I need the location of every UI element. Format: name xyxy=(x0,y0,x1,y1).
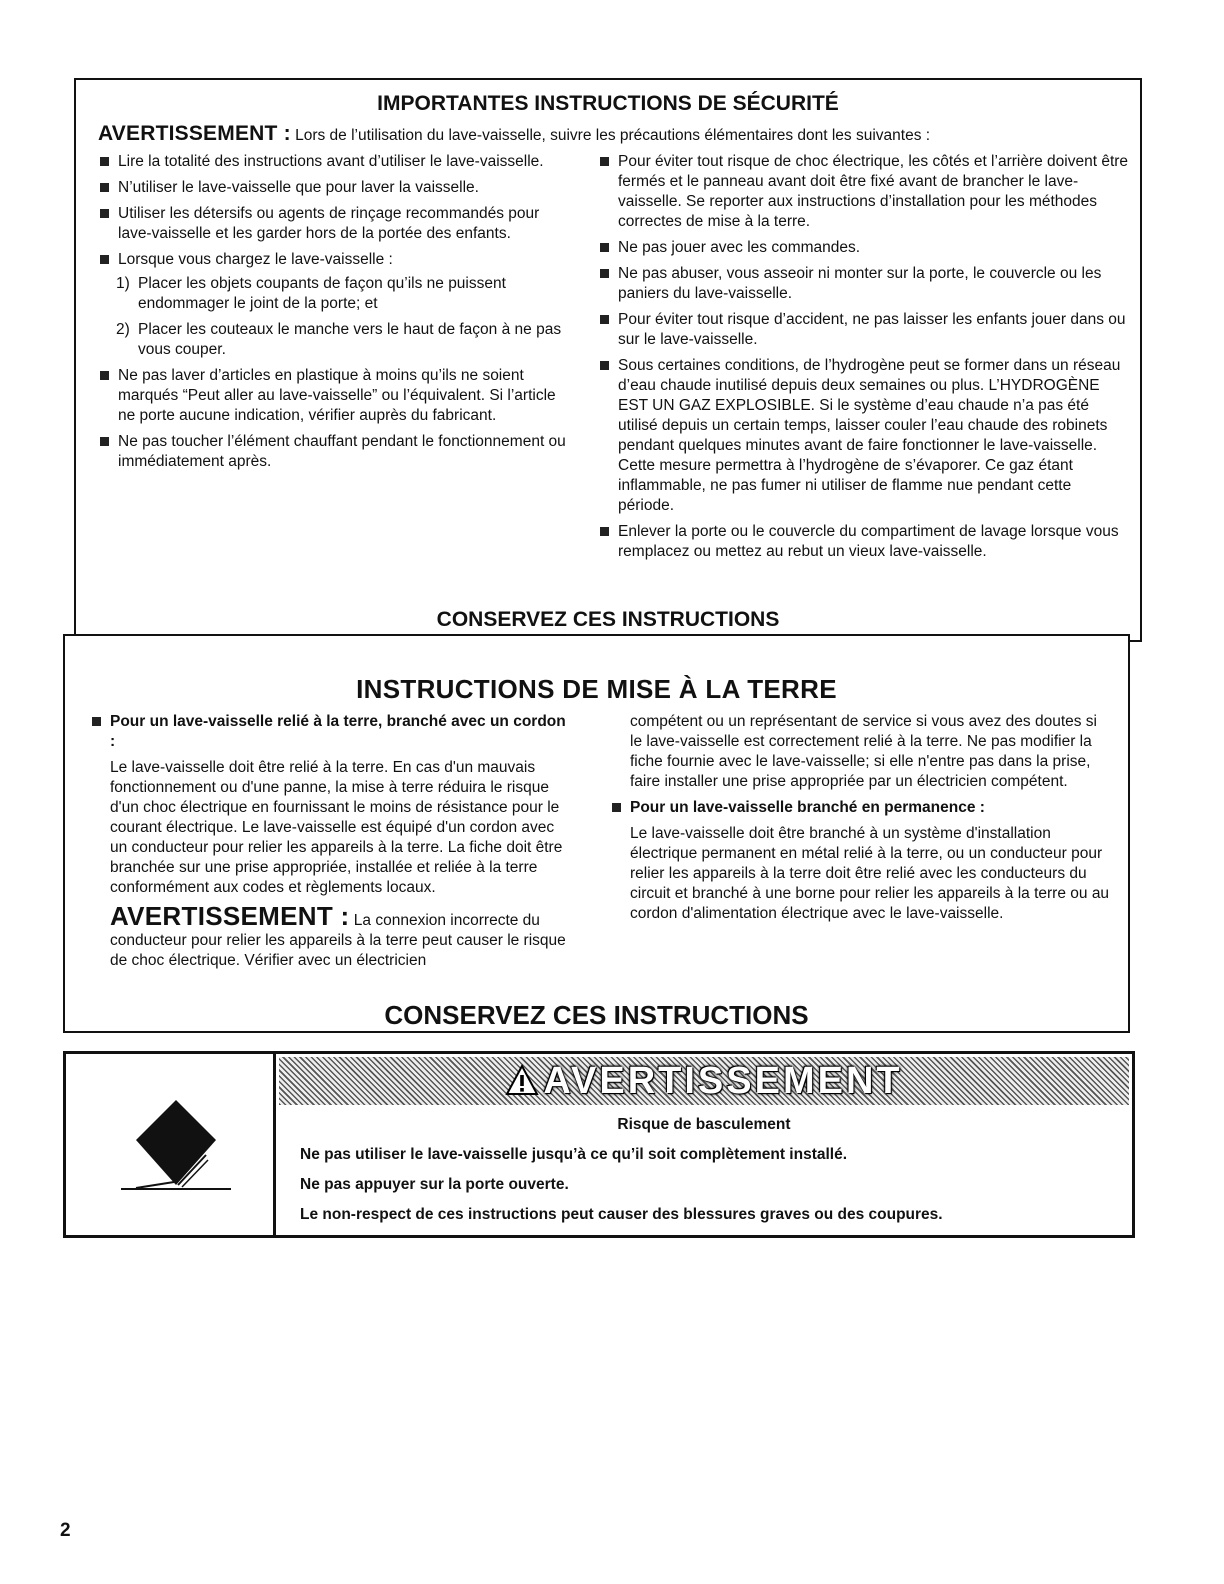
warning-line: Ne pas appuyer sur la porte ouverte. xyxy=(300,1176,569,1193)
safety-intro-text: Lors de l’utilisation du lave-vaisselle, suivre les précautions élémentaires dont les suivantes : xyxy=(290,127,931,144)
bullet-icon xyxy=(100,157,109,166)
bullet-icon xyxy=(600,243,609,252)
grounding-left-column xyxy=(90,712,570,971)
bullet-icon xyxy=(100,437,109,446)
safety-intro-label: AVERTISSEMENT : xyxy=(98,122,291,145)
list-item: Pour éviter tout risque de choc électrique, les côtés et l’arrière doivent être fermés et le panneau avant doit être fixé avant de brancher le lave-vaisselle. Se reporter aux instructions d’installation pour les méthodes correctes de mise à la terre. xyxy=(598,152,1130,232)
grounding-footer: CONSERVEZ CES INSTRUCTIONS xyxy=(384,1000,809,1030)
sub-list-item: 1) Placer les objets coupants de façon qu’ils ne puissent endommager le joint de la porte; et xyxy=(116,275,506,312)
bullet-icon xyxy=(92,717,101,726)
bullet-icon xyxy=(100,255,109,264)
list-item: Ne pas toucher l’élément chauffant pendant le fonctionnement ou immédiatement après. xyxy=(98,432,568,472)
grounding-right-column xyxy=(610,712,1110,924)
safety-left-column xyxy=(98,152,568,478)
list-item: Lire la totalité des instructions avant d’utiliser le lave-vaisselle. xyxy=(98,152,568,172)
safety-instructions-box xyxy=(74,78,1142,642)
bullet-icon xyxy=(600,157,609,166)
safety-title: IMPORTANTES INSTRUCTIONS DE SÉCURITÉ xyxy=(377,92,839,115)
bullet-icon xyxy=(100,371,109,380)
list-item: N’utiliser le lave-vaisselle que pour laver la vaisselle. xyxy=(98,178,568,198)
loading-sub-list xyxy=(116,274,568,360)
bullet-icon xyxy=(100,183,109,192)
grounding-warning-label: AVERTISSEMENT : xyxy=(110,901,350,931)
grounding-title: INSTRUCTIONS DE MISE À LA TERRE xyxy=(356,674,837,704)
bullet-icon xyxy=(600,269,609,278)
pictogram-cell xyxy=(66,1054,276,1235)
list-item: Ne pas abuser, vous asseoir ni monter sur la porte, le couvercle ou les paniers du lave-vaisselle. xyxy=(598,264,1130,304)
corded-heading: Pour un lave-vaisselle relié à la terre, branché avec un cordon : xyxy=(110,713,566,750)
warning-lines xyxy=(300,1146,1122,1236)
permanent-heading: Pour un lave-vaisselle branché en permanence : xyxy=(630,799,985,816)
page-number: 2 xyxy=(60,1520,71,1541)
safety-footer: CONSERVEZ CES INSTRUCTIONS xyxy=(436,608,780,631)
safety-right-column xyxy=(598,152,1130,568)
bullet-icon xyxy=(600,315,609,324)
corded-text: Le lave-vaisselle doit être relié à la terre. En cas d'un mauvais fonctionnement ou d'une panne, la mise à terre réduira le risque d'un choc électrique en fournissant le moins de résistance pour le courant électrique. Le lave-vaisselle est équipé d'un cordon avec un conducteur pour relier les appareils à la terre. La fiche doit être branchée sur une prise appropriée, installée et reliée à la terre conformément aux codes et règlements locaux. xyxy=(110,759,563,896)
tip-over-warning-box xyxy=(63,1051,1135,1238)
bullet-icon xyxy=(600,527,609,536)
safety-intro xyxy=(98,122,930,146)
warning-content xyxy=(276,1054,1132,1235)
list-item: Ne pas jouer avec les commandes. xyxy=(598,238,1130,258)
warning-banner xyxy=(279,1057,1129,1105)
continued-text: compétent ou un représentant de service si vous avez des doutes si le lave-vaisselle est correctement relié à la terre. Ne pas modifier la fiche fournie avec le lave-vaisselle; si elle n'entre pas dans la prise, faire installer une prise appropriée par un électricien compétent. xyxy=(630,713,1097,790)
permanent-text: Le lave-vaisselle doit être branché à un système d'installation électrique permanent en métal relié à la terre, ou un conducteur pour relier les appareils à la terre doit être relié avec les conducteurs du circuit et branché à une borne pour relier les appareils à la terre ou au cordon d'alimentation électrique avec le lave-vaisselle. xyxy=(630,825,1110,922)
warning-triangle-icon xyxy=(505,1064,539,1096)
list-item xyxy=(90,712,570,752)
bullet-icon xyxy=(100,209,109,218)
list-item: Lorsque vous chargez le lave-vaisselle : 1) Placer les objets coupants de façon qu’ils ne puissent endommager le joint de la porte; et 2) Placer les couteaux le manche vers le haut de façon à ne pas vous couper. xyxy=(98,250,568,360)
list-item: Utiliser les détersifs ou agents de rinçage recommandés pour lave-vaisselle et les garder hors de la portée des enfants. xyxy=(98,204,568,244)
grounding-warning-text: La connexion incorrecte du conducteur pour relier les appareils à la terre peut causer le risque de choc électrique. Vérifier avec un électricien xyxy=(110,912,566,969)
warning-line: Ne pas utiliser le lave-vaisselle jusqu’à ce qu’il soit complètement installé. xyxy=(300,1146,848,1163)
warning-risk: Risque de basculement xyxy=(617,1116,791,1133)
tip-over-hazard-icon xyxy=(66,1054,276,1235)
list-item: Pour éviter tout risque d’accident, ne pas laisser les enfants jouer dans ou sur le lave-vaisselle. xyxy=(598,310,1130,350)
bullet-icon xyxy=(612,803,621,812)
warning-line: Le non-respect de ces instructions peut causer des blessures graves ou des coupures. xyxy=(300,1206,943,1223)
list-item: Ne pas laver d’articles en plastique à moins qu’ils ne soient marqués “Peut aller au lave-vaisselle” ou l’équivalent. Si l’article ne porte aucune indication, vérifier auprès du fabricant. xyxy=(98,366,568,426)
sub-list-item: 2) Placer les couteaux le manche vers le haut de façon à ne pas vous couper. xyxy=(116,321,562,358)
warning-banner-text: AVERTISSEMENT xyxy=(543,1060,903,1102)
list-item xyxy=(610,798,1110,818)
list-item: Enlever la porte ou le couvercle du compartiment de lavage lorsque vous remplacez ou mettez au rebut un vieux lave-vaisselle. xyxy=(598,522,1130,562)
list-item: Sous certaines conditions, de l’hydrogène peut se former dans un réseau d’eau chaude inutilisé depuis deux semaines ou plus. L’HYDROGÈNE EST UN GAZ EXPLOSIBLE. Si le système d’eau chaude n’a pas été utilisé depuis un certain temps, laisser couler l’eau chaude des robinets pendant quelques minutes avant de faire fonctionner le lave-vaisselle. Cette mesure permettra à l’hydrogène de s’évaporer. Ce gaz étant inflammable, ne pas fumer ni utiliser de flamme nue pendant cette période. xyxy=(598,356,1130,516)
grounding-warning xyxy=(90,901,570,971)
grounding-instructions-box xyxy=(63,634,1130,1033)
bullet-icon xyxy=(600,361,609,370)
